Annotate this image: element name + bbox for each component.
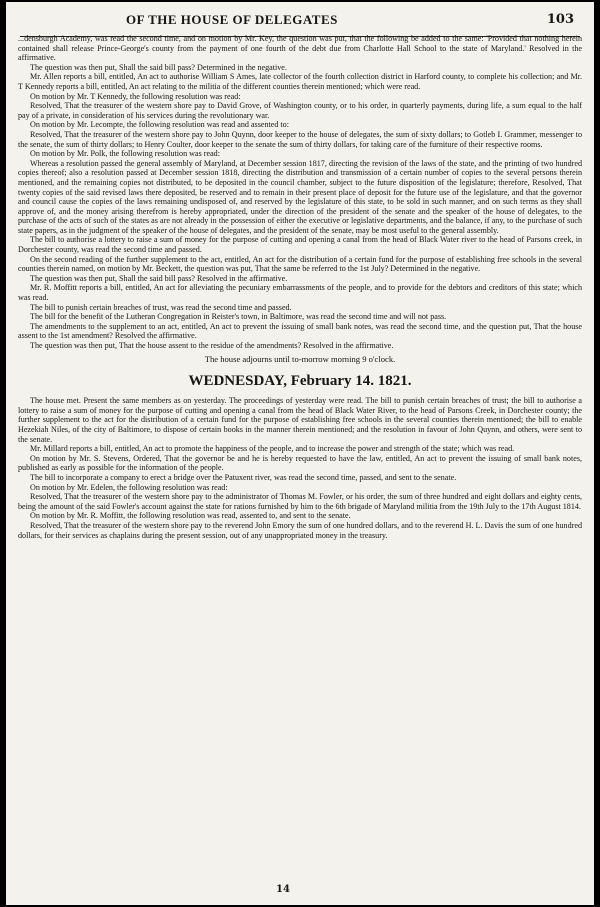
paragraph: Resolved, That the treasurer of the western shore pay to John Quynn, door keeper to the house of delegates, the sum of sixty dollars; to Gotleb I. Grammer, messenger to the senate, the sum of thirty dollars; to Henry Coulter, door keeper to the senate the sum of thirty dollars, for taking care of the furniture of their respective rooms. bbox=[18, 129, 582, 149]
page-header bbox=[6, 10, 594, 32]
paragraph: On motion by Mr. S. Stevens, Ordered, That the governor be and he is hereby requested to have the law, entitled, An act to prevent the issuing of small bank notes, published as early as possible for the information of the people. bbox=[18, 453, 582, 473]
date-heading: WEDNESDAY, February 14. 1821. bbox=[188, 373, 412, 390]
signature-mark: 14 bbox=[276, 884, 290, 895]
page-number: 103 bbox=[546, 12, 574, 27]
paragraph: On motion by Mr. Lecompte, the following resolution was read and assented to: bbox=[30, 120, 289, 130]
paragraph: The bill to incorporate a company to erect a bridge over the Patuxent river, was read the second time, passed, and sent to the senate. bbox=[30, 472, 457, 482]
paragraph: The amendments to the supplement to an act, entitled, An act to prevent the issuing of small bank notes, was read the second time, and the question put, That the house assent to the 1st amendment? Resolved the affirmative. bbox=[18, 321, 582, 341]
paragraph: Mr. R. Moffitt reports a bill, entitled, An act for alleviating the pecuniary embarrassments of the people, and to provide for the debtors and creditors of this state; which was read. bbox=[18, 283, 582, 303]
paragraph: The question was then put, Shall the said bill pass? Resolved in the affirmative. bbox=[30, 273, 288, 283]
paragraph: The question was then put, Shall the said bill pass? Determined in the negative. bbox=[30, 62, 287, 72]
paragraph: The house met. Present the same members as on yesterday. The proceedings of yesterday were read. The bill to punish certain breaches of trust; the bill to authorise a lottery to raise a sum of money for the purpose of cutting and opening a canal from the head of Black Water River, to the head of Parsons Creek, in Dorchester county; the further supplement to the act for the distribution of a certain fund for the purpose of establishing free schools in the several counties therein mentioned; the bill to enable Hezekiah Niles, of the city of Baltimore, to dispose of certain books in the manner therein mentioned; and the resolution in favour of John Quynn, and others, were sent to the senate. bbox=[18, 396, 582, 444]
running-head: OF THE HOUSE OF DELEGATES bbox=[126, 12, 338, 27]
paragraph: Resolved, That the treasurer of the western shore pay to David Grove, of Washington county, or to his order, in quarterly payments, during life, a sum equal to the half pay of a private, in consideration of his services during the revolutionary war. bbox=[18, 101, 582, 120]
paragraph: On motion by Mr. R. Moffitt, the following resolution was read, assented to, and sent to the senate. bbox=[30, 511, 351, 521]
paragraph: On motion by Mr. T Kennedy, the following resolution was read: bbox=[30, 91, 241, 101]
body-text bbox=[18, 34, 582, 540]
paragraph: The bill to authorise a lottery to raise a sum of money for the purpose of cutting and opening a canal from the head of Black Water river to the head of Parsons creek, in Dorchester county, was read the second time and passed. bbox=[18, 235, 582, 255]
paragraph: Whereas a resolution passed the general assembly of Maryland, at December session 1817, directing the revision of the laws of the state, and the printing of two hundred copies thereof; also a resolution passed at December session 1818, directing the distribution and transmission of a certain number of copies to the several persons therein mentioned, and the remaining copies not distributed, to be deposited in the council chamber, subject to the future disposition of the legislature; therefore, Resolved, That twenty copies of the said revised laws there deposited, be reserved and to remain in their present place of deposit for the future use of the legislature, and that the governor and council cause the copies of the laws remaining undisposed of, and reserved by the legislature of this state, to be sold in such manner, and on such terms as they shall approve of, and the money arising therefrom is hereby appropriated, under the direction of the president of the senate and the speaker of the house of delegates, to the purchase of the acts of such of the states as are not already in the possession of either the executive or legislative departments, and the balance, if any, to the purchase of such state papers, as in the judgment of the speaker of the house of delegates, and the president of the senate, may be most useful to the general assembly. bbox=[18, 158, 582, 235]
document-page bbox=[6, 2, 594, 905]
adjournment-line: The house adjourns until to-morrow morning 9 o'clock. bbox=[204, 353, 396, 364]
paragraph: Mr. Allen reports a bill, entitled, An act to authorise William S Ames, late collector of the fourth collection district in Harford county, to complete his collection; and Mr. T Kennedy reports a bill, entitled, An act relating to the militia of the different counties therein mentioned; which were read. bbox=[18, 72, 582, 91]
paragraph: ...densburgh Academy, was read the second time, and on motion by Mr. Key, the question was put, that the following be added to the same: 'Provided that nothing herein contained shall release Prince-George's county from the payment of one fourth of the debt due from Charlotte Hall School to the state of Maryland.' Resolved in the affirmative. bbox=[18, 34, 582, 63]
paragraph: On motion by Mr. Edelen, the following resolution was read: bbox=[30, 482, 228, 492]
paragraph: Mr. Millard reports a bill, entitled, An act to promote the happiness of the people, and to increase the power and strength of the state; which was read. bbox=[30, 444, 515, 454]
paragraph: The bill to punish certain breaches of trust, was read the second time and passed. bbox=[30, 302, 292, 312]
paragraph: The bill for the benefit of the Lutheran Congregation in Reister's town, in Baltimore, was read the second time and will not pass. bbox=[30, 312, 447, 322]
paragraph: Resolved, That the treasurer of the western shore pay to the reverend John Emory the sum of one hundred dollars, and to the reverend H. L. Davis the sum of one hundred dollars, for their services as chaplains during the present session, out of any unappropriated money in the treasury. bbox=[18, 520, 582, 540]
paragraph: On motion by Mr. Polk, the following resolution was read: bbox=[30, 149, 220, 159]
paragraph: The question was then put, That the house assent to the residue of the amendments? Resolved in the affirmative. bbox=[30, 341, 394, 350]
paragraph: Resolved, That the treasurer of the western shore pay to the administrator of Thomas M. Fowler, or his order, the sum of three hundred and eight dollars and eighty cents, being the amount of the said Fowler's account against the state for rations furnished by him to the 6th brigade of Maryland militia from the 19th July to the 17th August 1814. bbox=[18, 492, 582, 511]
paragraph: On the second reading of the further supplement to the act, entitled, An act for the distribution of a certain fund for the purpose of establishing free schools in the several counties therein named, on motion by Mr. Beckett, the question was put, That the same be referred to the 1st July? Determined in the negative. bbox=[18, 254, 582, 274]
